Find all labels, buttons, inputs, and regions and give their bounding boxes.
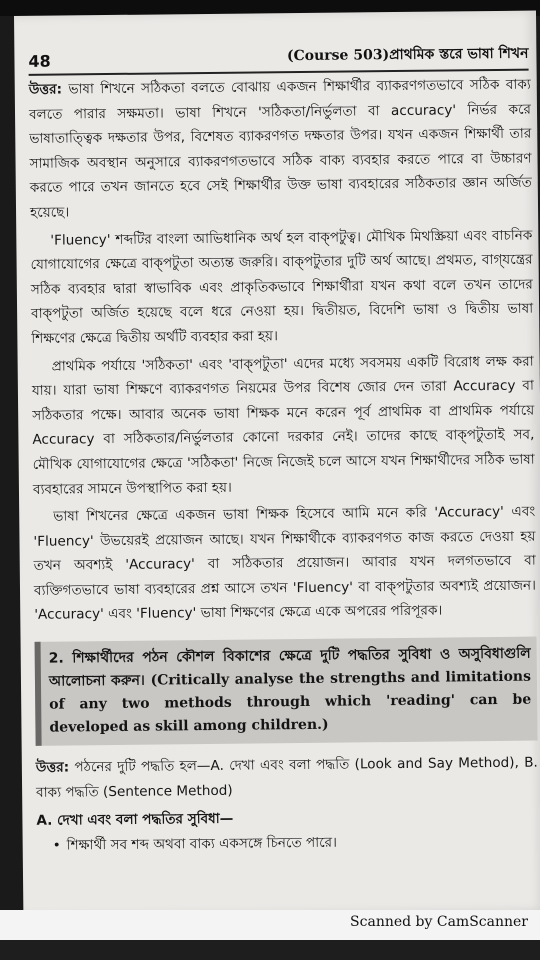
page-body [29, 73, 539, 859]
running-head: (Course 503)প্রাথমিক স্তরে ভাষা শিখন [286, 45, 529, 65]
answer2-intro [36, 751, 538, 805]
question-english: (Critically analyse the strengths and limitations of any two methods through which 'reading' can be developed as skill among children.) [49, 668, 532, 736]
scan-bottom-edge [0, 940, 540, 960]
answer1-paragraph-2: 'Fluency' শব্দটির বাংলা আভিধানিক অর্থ হল বাক্‌পটুত্ব। মৌখিক মিথস্ক্রিয়া এবং বাচনিক যোগাযোগের ক্ষেত্রে বাক্‌পটুতা অত্যন্ত জরুরি। বাক্‌পটুতার দুটি অর্থ আছে। প্রথমত, বাগ্‌যন্ত্রের সঠিক ব্যবহার দ্বারা স্বাভাবিক এবং প্রাকৃতিকভাবে শিক্ষার্থীরা যখন কথা বলে তখন তাদের বাক্‌পটুতা অর্জিত হয়েছে বলে ধরে নেওয়া হয়। দ্বিতীয়ত, বিদেশি ভাষা ও দ্বিতীয় ভাষা শিক্ষণের ক্ষেত্রে দ্বিতীয় অর্থটি ব্যবহার করা হয়। [30, 227, 534, 347]
answer1-paragraph-4: ভাষা শিখনের ক্ষেত্রে একজন ভাষা শিক্ষক হিসেবে আমি মনে করি 'Accuracy' এবং 'Fluency' উভয়েরই প্রয়োজন আছে। যখন শিক্ষার্থীকে ব্যাকরণগত কাজ করতে দেওয়া হয় তখন অবশ্যই 'Accuracy' বা সঠিকতার প্রয়োজন। আবার যখন দলগতভাবে বা ব্যক্তিগতভাবে ভাষা ব্যবহারের প্রশ্ন আসে তখন 'Fluency' বা বাক্‌পটুতার অবশ্যই প্রয়োজন। 'Accuracy' এবং 'Fluency' ভাষা শিক্ষণের ক্ষেত্রে একে অপরের পরিপূরক। [33, 503, 537, 624]
answer1-paragraph-1 [29, 73, 533, 226]
answer1-paragraph-3: প্রাথমিক পর্যায়ে 'সঠিকতা' এবং 'বাক্‌পটুতা' এদের মধ্যে সবসময় একটি বিরোধ লক্ষ করা যায়। যারা ভাষা শিক্ষণে ব্যাকরণগত নিয়মের উপর বিশেষ জোর দেন তারা Accuracy বা সঠিকতার পক্ষে। আবার অনেক ভাষা শিক্ষক মনে করেন পূর্ব প্রাথমিক বা প্রাথমিক পর্যায়ে Accuracy বা সঠিকতার/নির্ভুলতার কোনো দরকার নেই। তাদের কাছে বাক্‌পটুতাই সব, মৌখিক যোগাযোগের ক্ষেত্রে 'সঠিকতা' নিজে নিজেই চলে আসে যখন শিক্ষার্থীদের সঠিক ভাষা ব্যবহারের সামনে উপস্থাপিত করা হয়। [31, 353, 535, 498]
question-box [35, 637, 538, 746]
advantage-list [37, 828, 539, 858]
page-number: 48 [28, 51, 51, 71]
question-bengali: 2. শিক্ষার্থীদের পঠন কৌশল বিকাশের ক্ষেত্রে দুটি পদ্ধতির সুবিধা ও অসুবিধাগুলি আলোচনা করুন। [48, 645, 531, 690]
answer2-intro-text: পঠনের দুটি পদ্ধতি হল—A. দেখা এবং বলা পদ্ধতি (Look and Say Method), B. বাক্য পদ্ধতি (Sentence Method) [36, 754, 538, 801]
answer2-label: উত্তর: [35, 759, 70, 776]
answer2-subheading: A. দেখা এবং বলা পদ্ধতির সুবিধা— [36, 810, 234, 830]
answer-label: উত্তর: [28, 81, 63, 98]
scanner-watermark: Scanned by CamScanner [350, 914, 528, 930]
answer1-text-1: ভাষা শিখনে সঠিকতা বলতে বোঝায় একজন শিক্ষার্থীর ব্যাকরণগতভাবে সঠিক বাক্য বলতে পারার সক্ষমতা। ভাষা শিখনে 'সঠিকতা/নির্ভুলতা বা accuracy' নির্ভর করে ভাষাতাত্ত্বিক দক্ষতার উপর, বিশেষত ব্যাকরণগত দক্ষতার উপর। যখন একজন শিক্ষার্থী তার সামাজিক অবস্থান অনুসারে ব্যাকরণগতভাবে সঠিক বাক্য ব্যবহার করতে পারে বা উচ্চারণ করতে পারে তখন জানতে হবে সেই শিক্ষার্থীর উক্ত ভাষা ব্যবহারের সঠিকতার জ্ঞান অর্জিত হয়েছে। [28, 76, 532, 221]
book-page [14, 11, 540, 916]
list-item: • শিক্ষার্থী সব শব্দ অথবা বাক্য একসঙ্গে চিনতে পারে। [67, 828, 539, 858]
page-header [28, 36, 528, 76]
